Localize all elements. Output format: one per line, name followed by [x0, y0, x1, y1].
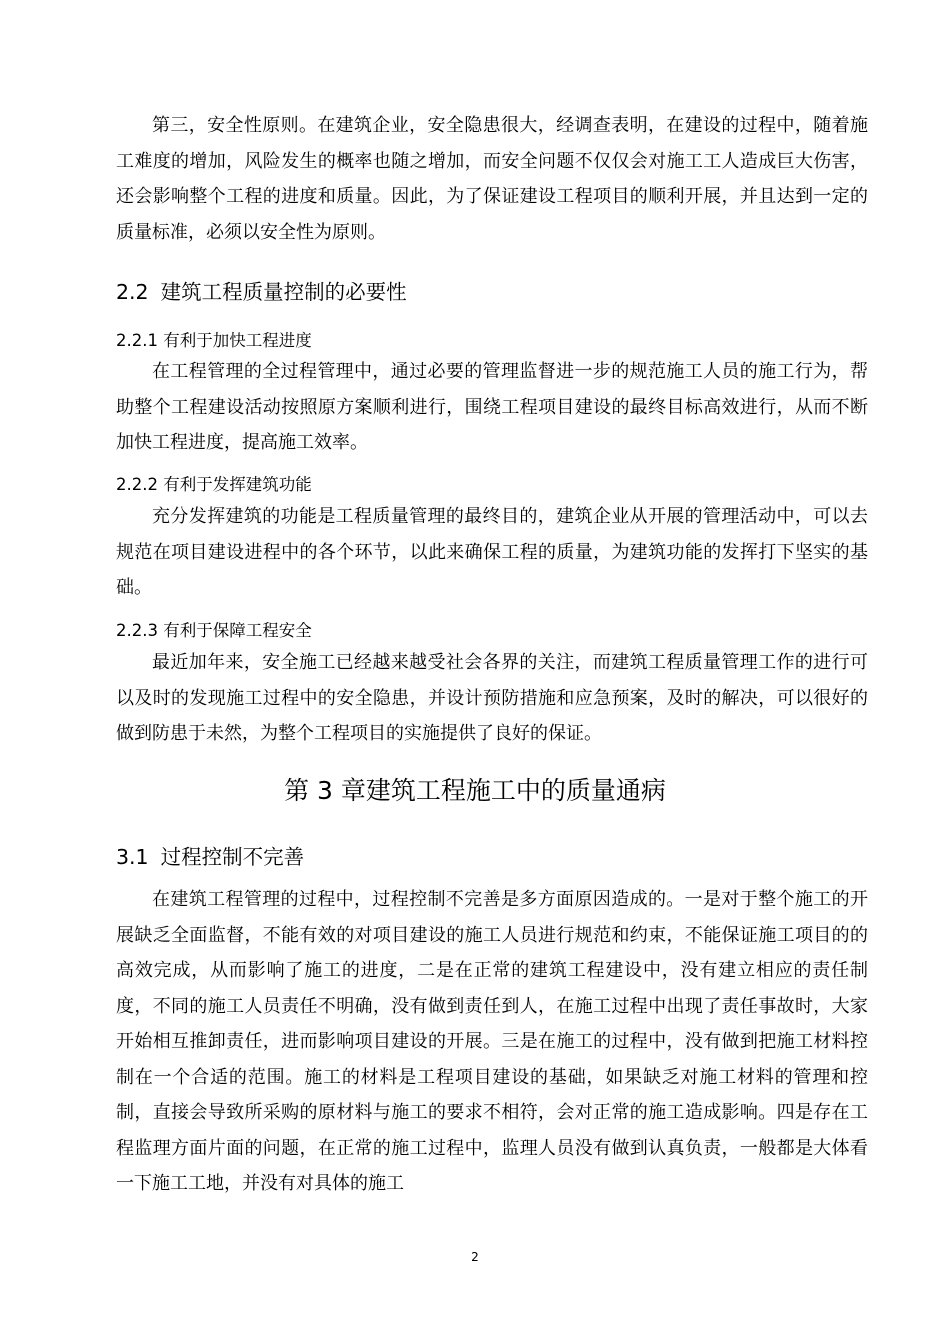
subsection-title: 2.2.1 有利于加快工程进度 — [116, 331, 312, 350]
page-number: 2 — [471, 1250, 479, 1264]
section-number: 2.2 — [116, 280, 149, 304]
section-title: 建筑工程质量控制的必要性 — [160, 280, 407, 304]
heading-2-2-1 — [116, 327, 868, 351]
chapter-title: 第 3 章建筑工程施工中的质量通病 — [284, 776, 666, 805]
paragraph-text: 最近加年来，安全施工已经越来越受社会各界的关注，而建筑工程质量管理工作的进行可以及时的发现施工过程中的安全隐患，并设计预防措施和应急预案，及时的解决，可以很好的做到防患于未然，为整个工程项目的实施提供了良好的保证。 — [116, 652, 868, 744]
paragraph-text: 在工程管理的全过程管理中，通过必要的管理监督进一步的规范施工人员的施工行为，帮助整个工程建设活动按照原方案顺利进行，围绕工程项目建设的最终目标高效进行，从而不断加快工程进度，提高施工效率。 — [116, 361, 868, 453]
paragraph-safety-principle — [116, 108, 868, 250]
subsection-title: 2.2.3 有利于保障工程安全 — [116, 621, 312, 640]
section-number: 3.1 — [116, 845, 149, 869]
section-title: 过程控制不完善 — [160, 845, 305, 869]
paragraph-text: 充分发挥建筑的功能是工程质量管理的最终目的，建筑企业从开展的管理活动中，可以去规范在项目建设进程中的各个环节，以此来确保工程的质量，为建筑功能的发挥打下坚实的基础。 — [116, 506, 868, 598]
heading-3-1 — [116, 840, 868, 870]
paragraph-text: 在建筑工程管理的过程中，过程控制不完善是多方面原因造成的。一是对于整个施工的开展缺乏全面监督，不能有效的对项目建设的施工人员进行规范和约束，不能保证施工项目的的高效完成，从而影响了施工的进度，二是在正常的建筑工程建设中，没有建立相应的责任制度，不同的施工人员责任不明确，没有做到责任到人，在施工过程中出现了责任事故时，大家开始相互推卸责任，进而影响项目建设的开展。三是在施工的过程中，没有做到把施工材料控制在一个合适的范围。施工的材料是工程项目建设的基础，如果缺乏对施工材料的管理和控制，直接会导致所采购的原材料与施工的要求不相符，会对正常的施工造成影响。四是存在工程监理方面片面的问题，在正常的施工过程中，监理人员没有做到认真负责，一般都是大体看一下施工工地，并没有对具体的施工 — [116, 889, 868, 1194]
heading-2-2-2 — [116, 471, 868, 495]
subsection-title: 2.2.2 有利于发挥建筑功能 — [116, 475, 312, 494]
paragraph-progress — [116, 354, 868, 461]
paragraph-process-control — [116, 882, 868, 1202]
paragraph-function — [116, 499, 868, 606]
heading-2-2 — [116, 275, 868, 305]
paragraph-text: 第三，安全性原则。在建筑企业，安全隐患很大，经调查表明，在建设的过程中，随着施工难度的增加，风险发生的概率也随之增加，而安全问题不仅仅会对施工工人造成巨大伤害，还会影响整个工程的进度和质量。因此，为了保证建设工程项目的顺利开展，并且达到一定的质量标准，必须以安全性为原则。 — [116, 115, 868, 243]
paragraph-safety — [116, 645, 868, 752]
heading-2-2-3 — [116, 617, 868, 641]
